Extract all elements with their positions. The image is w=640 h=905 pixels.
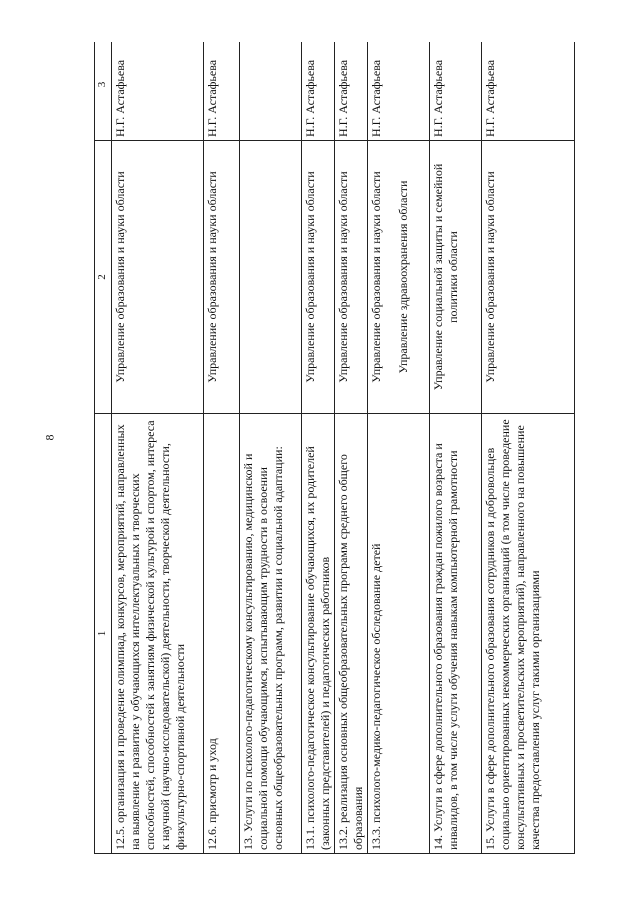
table-header-row bbox=[95, 42, 112, 854]
department-cell bbox=[240, 141, 302, 414]
service-cell: 12.5. организация и проведение олимпиад, конкурсов, мероприятий, направленных на выявление и развитие у обучающихся интеллектуальных и творческих способностей, способностей к занятиям физической культурой и спортом, интереса к научной (научно-исследовательской) деятельности, творческой деятельности, физкультурно-спортивной деятельности bbox=[112, 414, 204, 854]
services-table bbox=[94, 42, 575, 854]
table-row bbox=[482, 42, 575, 854]
department-cell bbox=[204, 141, 240, 414]
service-cell: 13.1. психолого-педагогическое консультирование обучающихся, их родителей (законных представителей) и педагогических работников bbox=[302, 414, 335, 854]
table-row bbox=[112, 42, 204, 854]
table-row bbox=[204, 42, 240, 854]
responsible-cell: Н.Г. Астафьева bbox=[482, 42, 575, 141]
department-name: Управление образования и науки области bbox=[205, 171, 219, 383]
service-cell: 13.3. психолого-медико-педагогическое обследование детей bbox=[368, 414, 430, 854]
department-cell bbox=[302, 141, 335, 414]
department-cell bbox=[368, 141, 430, 414]
table-row bbox=[302, 42, 335, 854]
responsible-cell: Н.Г. Астафьева bbox=[368, 42, 430, 141]
department-name: Управление образования и науки области bbox=[336, 171, 350, 383]
department-name: Управление социальной защиты и семейной политики области bbox=[431, 163, 460, 391]
table-row bbox=[368, 42, 430, 854]
department-name: Управление образования и науки области bbox=[303, 171, 317, 383]
service-cell: 13. Услуги по психолого-педагогическому консультированию, медицинской и социальной помощи обучающимся, испытывающим трудности в освоении основных общеобразовательных программ, развитии и социальной адаптации: bbox=[240, 414, 302, 854]
responsible-cell: Н.Г. Астафьева bbox=[335, 42, 368, 141]
department-cell bbox=[482, 141, 575, 414]
department-cell bbox=[430, 141, 482, 414]
responsible-cell: Н.Г. Астафьева bbox=[204, 42, 240, 141]
service-cell: 15. Услуги в сфере дополнительного образования сотрудников и добровольцев социально ориентированных некоммерческих организаций (в том числе проведение консультативных и просветительских мероприятий), направленного на повышение качества предоставления услуг такими организациями bbox=[482, 414, 575, 854]
department-name: Управление образования и науки области bbox=[369, 171, 383, 383]
table-row bbox=[335, 42, 368, 854]
header-col-1: 1 bbox=[95, 414, 112, 854]
responsible-cell: Н.Г. Астафьева bbox=[430, 42, 482, 141]
service-cell: 14. Услуги в сфере дополнительного образования граждан пожилого возраста и инвалидов, в том числе услуги обучения навыкам компьютерной грамотности bbox=[430, 414, 482, 854]
service-cell: 13.2. реализация основных общеобразовательных программ среднего общего образования bbox=[335, 414, 368, 854]
rotated-content bbox=[94, 42, 632, 854]
responsible-cell bbox=[240, 42, 302, 141]
service-cell: 12.6. присмотр и уход bbox=[204, 414, 240, 854]
department-name: Управление образования и науки области bbox=[483, 171, 497, 383]
department-name-secondary: Управление здравоохранения области bbox=[396, 180, 410, 374]
page-number: 8 bbox=[42, 434, 57, 441]
header-col-3: 3 bbox=[95, 42, 112, 141]
table-row bbox=[240, 42, 302, 854]
department-cell bbox=[112, 141, 204, 414]
department-cell bbox=[335, 141, 368, 414]
responsible-cell: Н.Г. Астафьева bbox=[302, 42, 335, 141]
header-col-2: 2 bbox=[95, 141, 112, 414]
department-name: Управление образования и науки области bbox=[113, 171, 127, 383]
responsible-cell: Н.Г. Астафьева bbox=[112, 42, 204, 141]
table-row bbox=[430, 42, 482, 854]
rotated-page bbox=[94, 42, 632, 854]
